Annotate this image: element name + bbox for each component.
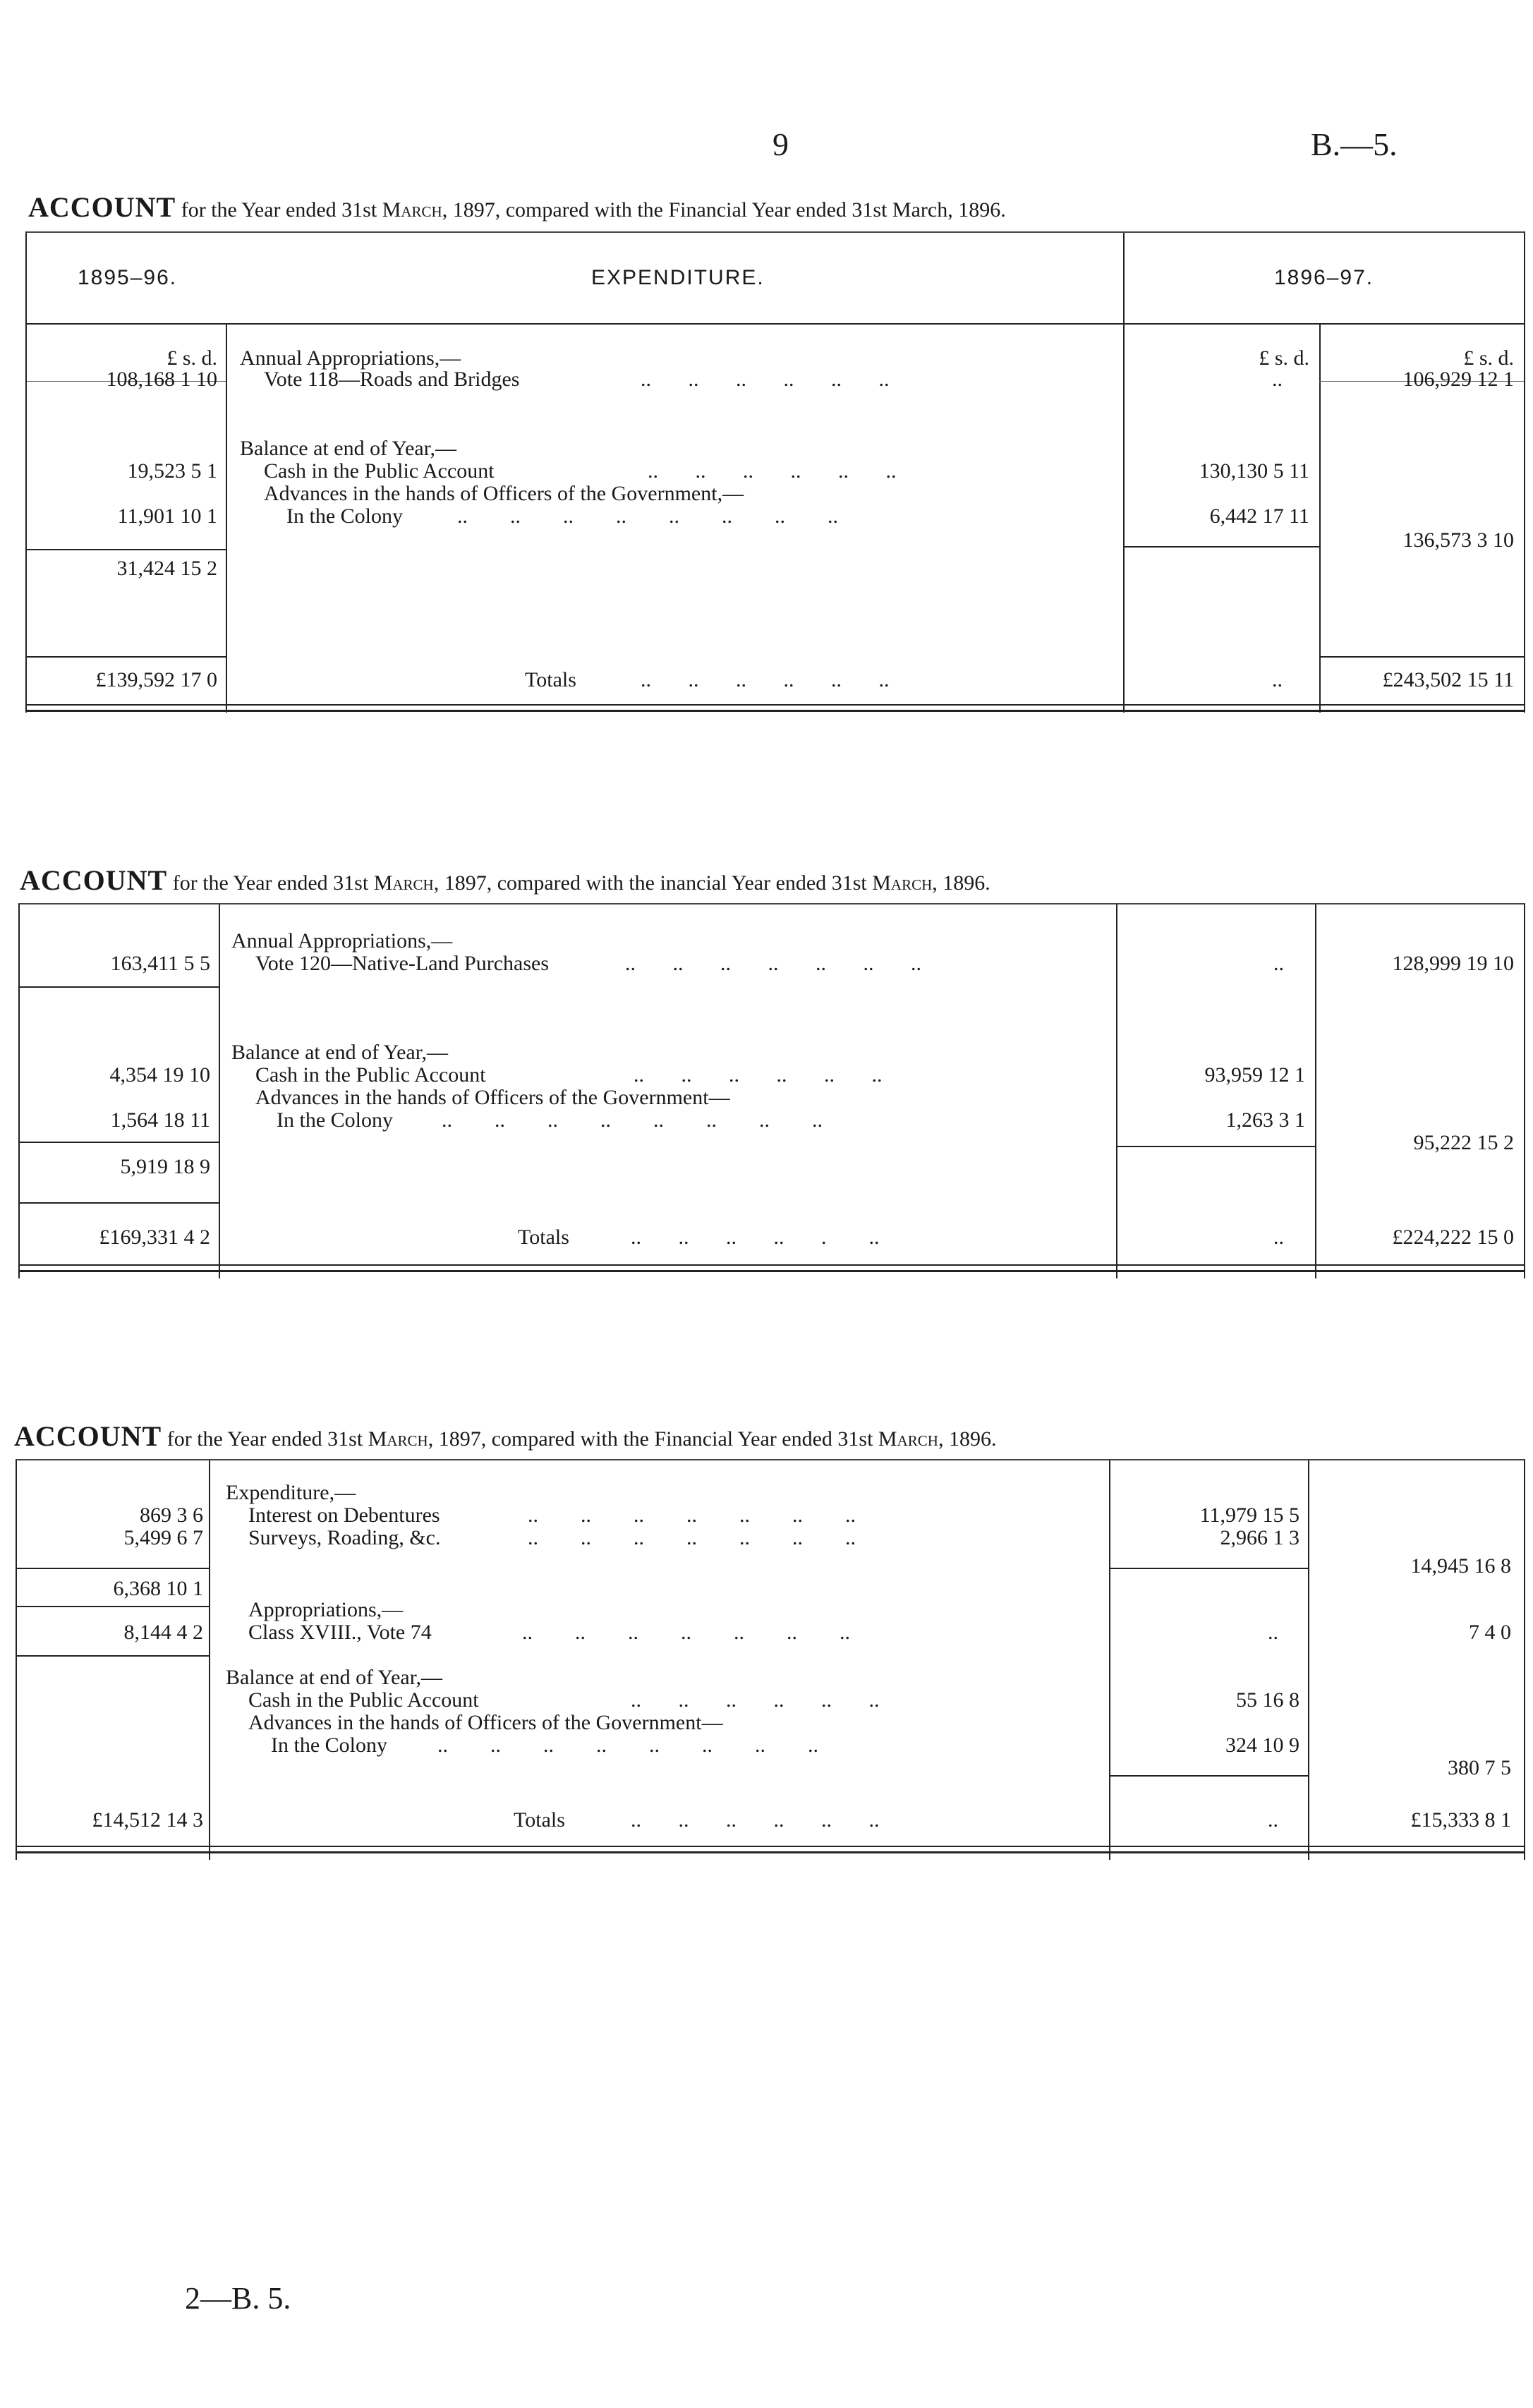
total-right: £243,502 15 11 [1382,668,1514,691]
footer-signature: 2—B. 5. [185,2281,291,2316]
leader-dots: .. .. .. .. .. .. .. [625,952,921,975]
subtotal-right: 136,573 3 10 [1402,528,1514,552]
row-mid-value: 2,966 1 3 [1220,1526,1299,1549]
page-number: 9 [772,126,789,162]
row-right-value: 14,945 16 8 [1410,1554,1511,1578]
leader-dots: .. .. .. .. . .. [631,1226,880,1249]
row-mid-value: 6,442 17 11 [1209,504,1309,528]
header-year-1895: 1895–96. [78,266,178,289]
account-word: ACCOUNT [20,864,168,896]
row-label: Class XVIII., Vote 74 [248,1621,432,1644]
leader-dots: .. .. .. .. .. .. .. .. [442,1108,823,1132]
row-left-value: 108,168 1 10 [106,368,217,391]
account-title-month: March [373,871,434,895]
account-title-1 [28,190,1006,224]
account-title-2 [20,864,990,897]
row-label: Balance at end of Year,— [240,437,457,460]
row-label: Advances in the hands of Officers of the Government,— [264,482,744,505]
totals-label: Totals [514,1808,565,1832]
units-right: £ s. d. [1463,346,1514,370]
leader-dots: .. .. .. .. .. .. .. .. [457,504,838,528]
row-mid-value: 130,130 5 11 [1199,459,1309,483]
row-mid-value: .. [1273,952,1284,975]
row-right-value: 106,929 12 1 [1402,368,1514,391]
row-label: Advances in the hands of Officers of the Government— [248,1711,723,1734]
subtotal-right: 95,222 15 2 [1413,1131,1514,1154]
account-title-text: for the Year ended 31st [181,198,382,222]
row-label: Cash in the Public Account [248,1688,479,1712]
row-label: Expenditure,— [226,1481,356,1504]
account-title-3 [14,1420,996,1453]
row-right-value: 128,999 19 10 [1392,952,1514,975]
row-right-value: 380 7 5 [1448,1756,1511,1779]
leader-dots: .. .. .. .. .. .. .. [528,1526,856,1549]
subtotal-left: 5,919 18 9 [120,1155,210,1178]
row-mid-value: .. [1272,368,1283,391]
row-label: Surveys, Roading, &c. [248,1526,441,1549]
row-label: Cash in the Public Account [255,1063,486,1087]
account-title-month: March [878,1427,938,1451]
row-mid-value: 93,959 12 1 [1204,1063,1305,1087]
totals-label: Totals [518,1226,569,1249]
leader-dots: .. .. .. .. .. .. .. .. [437,1734,818,1757]
subtotal-left: 31,424 15 2 [116,557,217,580]
row-label: In the Colony [271,1734,387,1757]
row-label: Appropriations,— [248,1598,404,1621]
total-mid: .. [1268,1808,1278,1832]
row-left-value: 11,901 10 1 [117,504,217,528]
account-title-text: for the Year ended 31st [172,871,374,895]
units-left: £ s. d. [166,346,217,370]
account-title-month: March [872,871,933,895]
leader-dots: .. .. .. .. .. .. [634,1063,883,1087]
total-right: £224,222 15 0 [1392,1226,1514,1249]
row-label: Advances in the hands of Officers of the Government— [255,1086,730,1109]
subtotal-left: 6,368 10 1 [113,1577,203,1600]
account-title-text-2: , 1897, compared with the Financial Year ended 31st [428,1427,878,1451]
row-mid-value: 324 10 9 [1225,1734,1299,1757]
header-year-1896: 1896–97. [1274,266,1374,289]
row-label: Interest on Debentures [248,1504,440,1527]
total-right: £15,333 8 1 [1410,1808,1511,1832]
row-left-value: 1,564 18 11 [110,1108,210,1132]
leader-dots: .. .. .. .. .. .. .. [522,1621,850,1644]
row-label: Annual Appropriations,— [231,929,453,952]
row-mid-value: 11,979 15 5 [1199,1504,1299,1527]
account-table-3 [16,1459,1525,1860]
row-label: Vote 120—Native-Land Purchases [255,952,550,975]
row-left-value: 163,411 5 5 [110,952,210,975]
row-label: Balance at end of Year,— [231,1041,449,1064]
account-table-1 [25,231,1525,713]
account-table-2 [18,903,1525,1278]
row-left-value: 869 3 6 [140,1504,203,1527]
row-label: Cash in the Public Account [264,459,495,483]
account-title-text-3: , 1896. [932,871,990,895]
leader-dots: .. .. .. .. .. .. [641,368,890,391]
account-word: ACCOUNT [14,1420,162,1452]
account-title-text: for the Year ended 31st [166,1427,368,1451]
row-mid-value: .. [1268,1621,1278,1644]
total-mid: .. [1273,1226,1284,1249]
row-right-value: 7 4 0 [1469,1621,1511,1644]
total-left: £14,512 14 3 [92,1808,203,1832]
row-left-value: 5,499 6 7 [123,1526,203,1549]
total-left: £169,331 4 2 [99,1226,210,1249]
row-left-value: 8,144 4 2 [123,1621,203,1644]
row-left-value: 4,354 19 10 [109,1063,210,1087]
row-left-value: 19,523 5 1 [127,459,217,483]
units-mid: £ s. d. [1259,346,1309,370]
totals-label: Totals [525,668,576,691]
row-label: Balance at end of Year,— [226,1666,443,1689]
total-mid: .. [1272,668,1283,691]
header-expenditure: EXPENDITURE. [591,266,765,289]
page-code: B.—5. [1311,126,1398,162]
total-left: £139,592 17 0 [95,668,217,691]
leader-dots: .. .. .. .. .. .. [648,459,897,483]
row-label: In the Colony [286,504,403,528]
row-label: In the Colony [277,1108,393,1132]
leader-dots: .. .. .. .. .. .. [631,1808,880,1832]
row-mid-value: 1,263 3 1 [1225,1108,1305,1132]
row-label: Annual Appropriations,— [240,346,461,370]
row-label: Vote 118—Roads and Bridges [264,368,520,391]
account-title-text-2: , 1897, compared with the inancial Year ended 31st [433,871,873,895]
account-word: ACCOUNT [28,191,176,223]
leader-dots: .. .. .. .. .. .. .. [528,1504,856,1527]
account-title-month: March [368,1427,428,1451]
account-title-month: March [382,198,442,222]
account-title-text-2: , 1897, compared with the Financial Year ended 31st March, 1896. [442,198,1006,222]
leader-dots: .. .. .. .. .. .. [631,1688,880,1712]
row-mid-value: 55 16 8 [1236,1688,1299,1712]
leader-dots: .. .. .. .. .. .. [641,668,890,691]
account-title-text-3: , 1896. [938,1427,997,1451]
